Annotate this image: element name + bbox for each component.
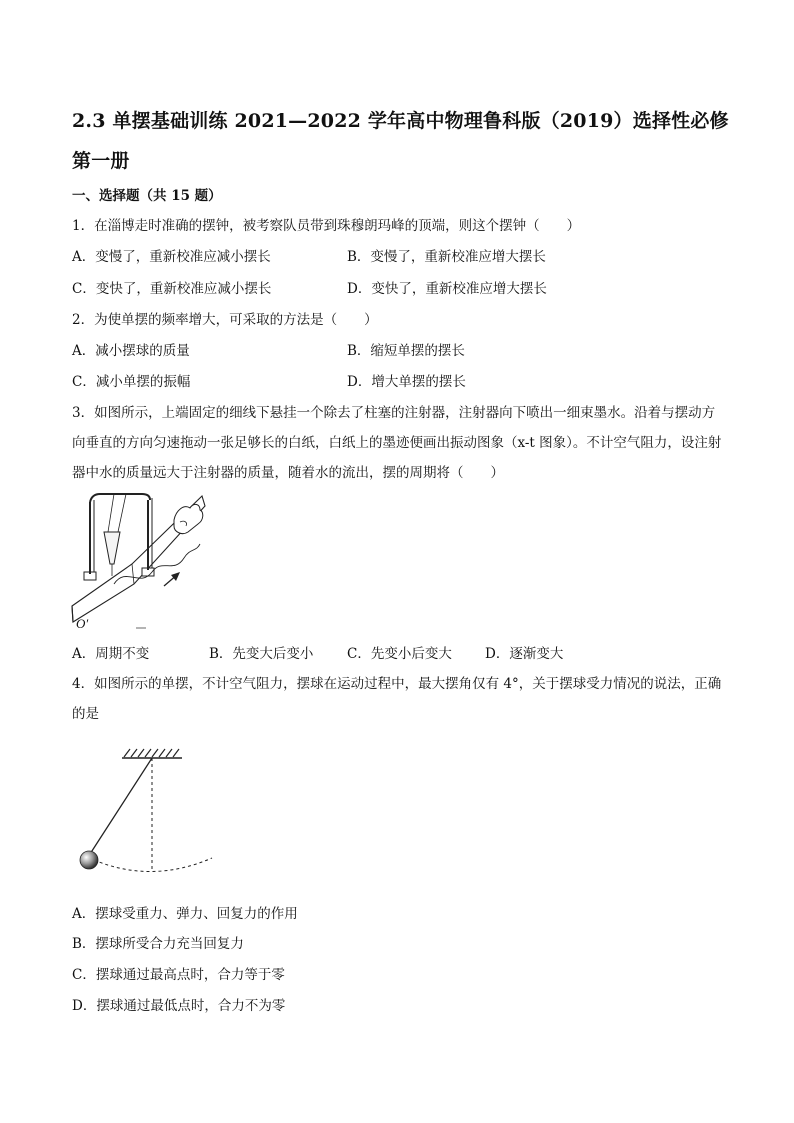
question-2-option-a[interactable]: A．减小摆球的质量 — [72, 343, 190, 359]
question-2-stem: 2．为使单摆的频率增大，可采取的方法是（ ） — [72, 312, 378, 328]
syringe — [104, 532, 120, 564]
question-4-option-d[interactable]: D．摆球通过最低点时，合力不为零 — [72, 998, 286, 1014]
simple-pendulum-figure — [70, 742, 220, 882]
hand-icon — [174, 504, 203, 533]
question-3-option-c[interactable]: C．先变小后变大 — [347, 646, 452, 662]
question-1-option-b[interactable]: B．变慢了，重新校准应增大摆长 — [347, 249, 546, 265]
question-1-option-a[interactable]: A．变慢了，重新校准应减小摆长 — [72, 249, 271, 265]
question-4-stem: 4．如图所示的单摆，不计空气阻力，摆球在运动过程中，最大摆角仅有 4°，关于摆球受力情况的说法，正确的是 — [72, 676, 722, 722]
question-1-option-c[interactable]: C．变快了，重新校准应减小摆长 — [72, 281, 272, 297]
question-3-option-b[interactable]: B．先变大后变小 — [209, 646, 314, 662]
question-4-option-b[interactable]: B．摆球所受合力充当回复力 — [72, 936, 244, 952]
question-4-option-a[interactable]: A．摆球受重力、弹力、回复力的作用 — [72, 906, 298, 922]
pendulum-bob — [80, 851, 98, 869]
question-2-option-d[interactable]: D．增大单摆的摆长 — [347, 374, 466, 390]
question-2-option-c[interactable]: C．减小单摆的振幅 — [72, 374, 191, 390]
swing-arc — [94, 858, 212, 872]
question-4-option-c[interactable]: C．摆球通过最高点时，合力等于零 — [72, 967, 285, 983]
question-1-option-d[interactable]: D．变快了，重新校准应增大摆长 — [347, 281, 547, 297]
question-2-option-b[interactable]: B．缩短单摆的摆长 — [347, 343, 465, 359]
question-3-option-d[interactable]: D．逐渐变大 — [485, 646, 564, 662]
origin-label: O′ — [76, 616, 89, 631]
question-1-stem: 1．在淄博走时准确的摆钟，被考察队员带到珠穆朗玛峰的顶端，则这个摆钟（ ） — [72, 218, 581, 234]
syringe-pendulum-figure — [70, 492, 210, 642]
frame-top-bar — [90, 494, 150, 502]
question-3-stem: 3．如图所示，上端固定的细线下悬挂一个除去了柱塞的注射器，注射器向下喷出一细束墨水。沿着与摆动方向垂直的方向匀速拖动一张足够长的白纸，白纸上的墨迹便画出振动图象（x-t 图象）。不计空气阻力，设注射器中水的质量远大于注射器的质量，随着水的流出，摆的周期将（ ） — [72, 405, 722, 481]
document-title: 2.3 单摆基础训练 2021—2022 学年高中物理鲁科版（2019）选择性必修第一册 — [72, 110, 729, 172]
pendulum-string — [90, 758, 152, 854]
question-3-option-a[interactable]: A．周期不变 — [72, 646, 150, 662]
section-heading: 一、选择题（共 15 题） — [72, 188, 222, 204]
